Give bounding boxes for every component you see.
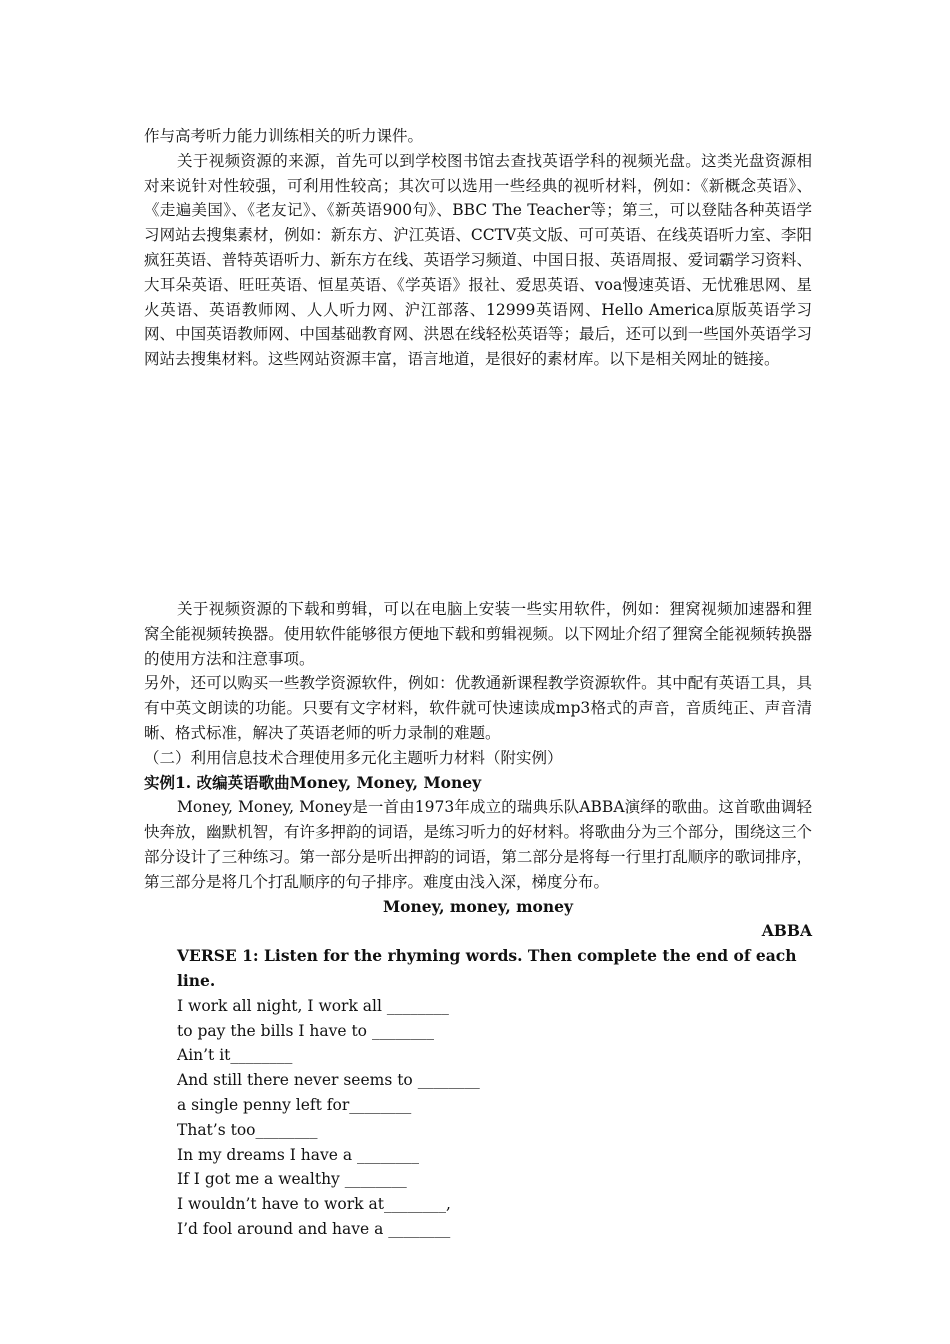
- verse-line: If I got me a wealthy ________: [177, 1170, 407, 1189]
- verse-line: Ain’t it________: [177, 1046, 293, 1065]
- top-text-block: [144, 124, 812, 372]
- paragraph-song-intro: Money, Money, Money是一首由1973年成立的瑞典乐队ABBA演绎的歌曲。这首歌曲调轻快奔放，幽默机智，有许多押韵的词语，是练习听力的好材料。将歌曲分为三个部分，围绕这三个部分设计了三种练习。第一部分是听出押韵的词语，第二部分是将每一行里打乱顺序的歌词排序，第三部分是将几个打乱顺序的句子排序。难度由浅入深，梯度分布。: [144, 798, 812, 891]
- verse-line: I’d fool around and have a ________: [177, 1219, 451, 1238]
- verse-line: In my dreams I have a ________: [177, 1145, 420, 1164]
- verse-line: I wouldn’t have to work at________,: [177, 1195, 451, 1214]
- paragraph-video-sources: 关于视频资源的来源，首先可以到学校图书馆去查找英语学科的视频光盘。这类光盘资源相对来说针对性较强，可利用性较高；其次可以选用一些经典的视听材料，例如：《新概念英语》、《走遍美国》、《老友记》、《新英语900句》、BBC The Teacher等；第三，可以登陆各种英语学习网站去搜集素材，例如：新东方、沪江英语、CCTV英文版、可可英语、在线英语听力室、李阳疯狂英语、普特英语听力、新东方在线、英语学习频道、中国日报、英语周报、爱词霸学习资料、大耳朵英语、旺旺英语、恒星英语、《学英语》报社、爱思英语、voa慢速英语、无忧雅思网、星火英语、英语教师网、人人听力网、沪江部落、12999英语网、Hello America原版英语学习网、中国英语教师网、中国基础教育网、洪恩在线轻松英语等；最后，还可以到一些国外英语学习网站去搜集材料。这些网站资源丰富，语言地道，是很好的素材库。以下是相关网址的链接。: [144, 151, 812, 369]
- verse-line: That’s too________: [177, 1120, 318, 1139]
- intro-tail-line: 作与高考听力能力训练相关的听力课件。: [144, 127, 424, 145]
- paragraph-video-download: 关于视频资源的下载和剪辑，可以在电脑上安装一些实用软件，例如：狸窝视频加速器和狸窝全能视频转换器。使用软件能够很方便地下载和剪辑视频。以下网址介绍了狸窝全能视频转换器的使用方法和注意事项。: [144, 600, 812, 668]
- verse-lines-list: [144, 994, 812, 1242]
- verse-instruction: VERSE 1: Listen for the rhyming words. Then complete the end of each line.: [177, 946, 797, 990]
- verse-line: a single penny left for________: [177, 1095, 412, 1114]
- section-heading: （二）利用信息技术合理使用多元化主题听力材料（附实例）: [144, 748, 563, 767]
- paragraph-software: 另外，还可以购买一些教学资源软件，例如：优教通新课程教学资源软件。其中配有英语工具，具有中英文朗读的功能。只要有文字材料，软件就可快速读成mp3格式的声音，音质纯正、声音清晰、格式标准，解决了英语老师的听力录制的难题。: [144, 674, 812, 742]
- example-title: 实例1. 改编英语歌曲Money, Money, Money: [144, 772, 482, 792]
- bottom-text-block: [144, 597, 812, 1242]
- song-artist: ABBA: [761, 921, 812, 941]
- verse-line: And still there never seems to ________: [177, 1071, 480, 1090]
- verse-line: I work all night, I work all ________: [177, 996, 449, 1015]
- song-title: Money, money, money: [382, 896, 573, 916]
- verse-line: to pay the bills I have to ________: [177, 1021, 434, 1040]
